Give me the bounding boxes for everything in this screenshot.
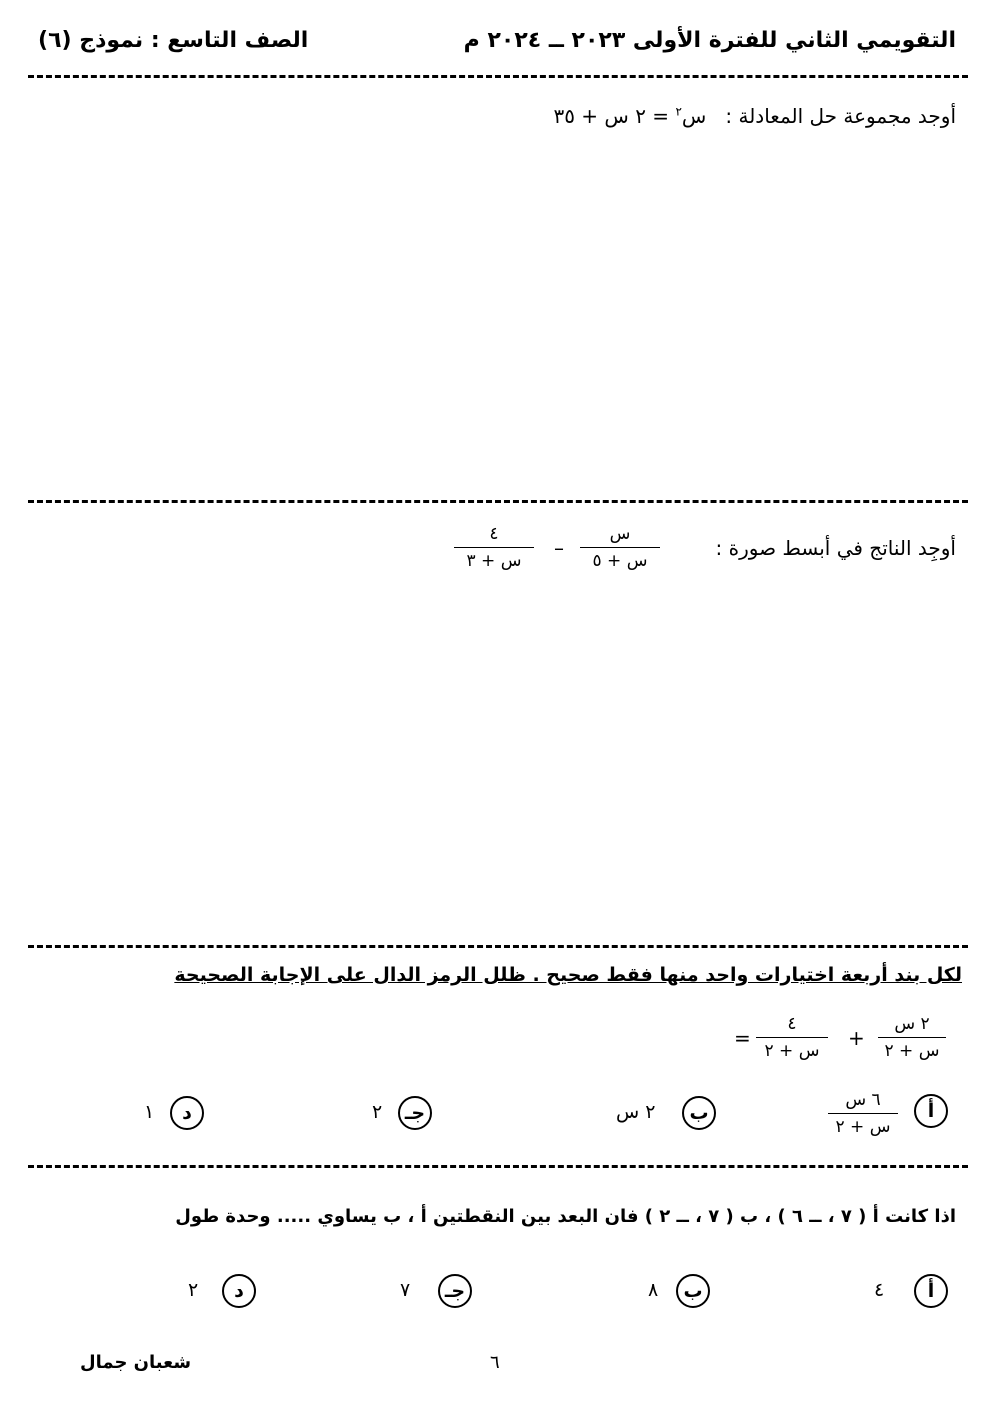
divider [28,945,968,948]
q4-option-c-text: ٧ [400,1279,411,1301]
q4-prompt: اذا كانت أ ( ٧ ، ــ ٦ ) ، ب ( ٧ ، ــ ٢ ) فان البعد بين النقطتين أ ، ب يساوي ..... وحدة طول [175,1206,956,1227]
divider [28,500,968,503]
q3-option-d-circle[interactable]: د [170,1096,204,1130]
q3-option-c-text: ٢ [372,1101,383,1123]
q1-equation: س$^٢$ = ٢ س + ٣٥ [553,104,707,128]
q3-option-b-circle[interactable]: ب [682,1096,716,1130]
q3-equals-sign: = [734,1026,751,1050]
divider [28,75,968,78]
q3-option-a-fraction: ٦ س س + ٢ [828,1090,898,1137]
q2-prompt: أوجِد الناتج في أبسط صورة : [715,536,956,560]
author-name: شعبان جمال [80,1352,192,1373]
divider [28,1165,968,1168]
q2-minus-sign: – [554,536,564,560]
q2-fraction-2: ٤ س + ٣ [454,524,534,571]
page-number: ٦ [490,1352,500,1373]
q4-option-a-text: ٤ [874,1279,885,1301]
q4-option-b-circle[interactable]: ب [676,1274,710,1308]
exam-title: التقويمي الثاني للفترة الأولى ٢٠٢٣ ــ ٢٠٢٤ م [463,28,956,53]
q3-option-c-circle[interactable]: جـ [398,1096,432,1130]
q3-plus-sign: + [848,1026,865,1050]
q3-option-d-text: ١ [144,1101,155,1123]
q3-fraction-1: ٢ س س + ٢ [878,1014,946,1061]
q4-option-d-circle[interactable]: د [222,1274,256,1308]
q3-option-a-circle[interactable]: أ [914,1094,948,1128]
q3-fraction-2: ٤ س + ٢ [756,1014,828,1061]
q2-fraction-1: س س + ٥ [580,524,660,571]
q1-prompt-text: أوجد مجموعة حل المعادلة : [725,104,956,128]
mcq-instructions: لكل بند أربعة اختيارات واحد منها فقط صحيح . ظلل الرمز الدال على الإجابة الصحيحة [174,964,962,986]
q1-prompt [553,104,956,128]
q4-option-c-circle[interactable]: جـ [438,1274,472,1308]
q4-option-b-text: ٨ [648,1279,659,1301]
q4-option-d-text: ٢ [188,1279,199,1301]
q4-option-a-circle[interactable]: أ [914,1274,948,1308]
q3-option-b-text: ٢ س [616,1101,656,1123]
grade-model-label: الصف التاسع : نموذج (٦) [38,28,309,53]
